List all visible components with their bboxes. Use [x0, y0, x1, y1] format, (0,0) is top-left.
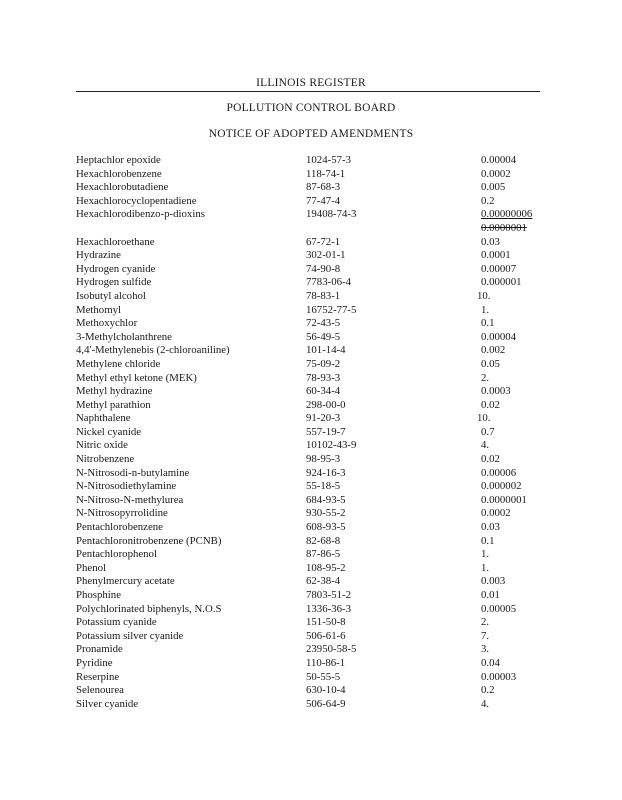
concentration-value: 1. — [481, 548, 490, 561]
constituent-name: Reserpine — [76, 670, 120, 683]
constituent-name: Hydrogen sulfide — [76, 276, 152, 289]
table-row — [0, 344, 622, 358]
table-row — [0, 154, 622, 168]
constituent-name: Methyl hydrazine — [76, 385, 153, 398]
cas-number: 75-09-2 — [306, 357, 341, 370]
constituent-name: Hexachlorobenzene — [76, 167, 162, 180]
cas-number: 62-38-4 — [306, 575, 341, 588]
header-rule — [76, 91, 540, 92]
cas-number: 87-86-5 — [306, 548, 341, 561]
table-row — [0, 249, 622, 263]
cas-number: 110-86-1 — [306, 656, 346, 669]
concentration-value: 0.01 — [481, 589, 500, 601]
cas-number: 10102-43-9 — [306, 439, 357, 452]
concentration-value: 0.0002 — [481, 507, 511, 520]
cas-number: 7783-06-4 — [306, 276, 351, 289]
table-row — [0, 589, 622, 603]
constituent-name: Selenourea — [76, 684, 124, 697]
constituent-name: Pentachlorobenzene — [76, 521, 163, 534]
constituent-name: Pronamide — [76, 643, 123, 656]
cas-number: 60-34-4 — [306, 385, 341, 398]
cas-number: 924-16-3 — [306, 466, 346, 479]
constituent-name: Nitrobenzene — [76, 453, 135, 466]
concentration-value — [481, 208, 532, 235]
cas-number: 101-14-4 — [306, 344, 346, 357]
constituent-name: Potassium cyanide — [76, 616, 157, 629]
concentration-value: 0.03 — [481, 235, 500, 248]
cas-number: 557-19-7 — [306, 425, 346, 438]
constituent-name: N-Nitrosopyrrolidine — [76, 507, 168, 520]
constituent-name: Pyridine — [76, 656, 113, 669]
cas-number: 151-50-8 — [306, 616, 346, 629]
cas-number: 78-83-1 — [306, 289, 341, 302]
concentration-value: 0.05 — [481, 357, 500, 370]
constituent-name: Hexachlorocyclopentadiene — [76, 194, 197, 207]
cas-number: 87-68-3 — [306, 181, 341, 194]
concentration-value: 0.2 — [481, 194, 495, 207]
table-row — [0, 630, 622, 644]
table-row — [0, 562, 622, 576]
concentration-value: 0.0002 — [481, 167, 511, 180]
table-row — [0, 195, 622, 209]
concentration-value: 0.003 — [481, 575, 506, 588]
concentration-value: 0.002 — [481, 344, 506, 357]
table-row — [0, 358, 622, 372]
constituent-name: Isobutyl alcohol — [76, 289, 146, 302]
cas-number: 72-43-5 — [306, 317, 341, 330]
table-row — [0, 535, 622, 549]
table-row — [0, 263, 622, 277]
cas-number: 91-20-3 — [306, 412, 341, 425]
deleted-value: 0.0000001 — [481, 221, 527, 234]
concentration-value: 7. — [481, 629, 490, 642]
concentration-value: 1. — [481, 303, 490, 316]
concentration-value: 0.005 — [481, 181, 506, 194]
concentration-value: 0.00006 — [481, 466, 517, 479]
table-row — [0, 684, 622, 698]
table-row — [0, 168, 622, 182]
cas-number: 930-55-2 — [306, 507, 346, 520]
table-row — [0, 290, 622, 304]
concentration-value: 0.0000001 — [481, 493, 527, 506]
cas-number: 78-93-3 — [306, 371, 341, 384]
table-row — [0, 671, 622, 685]
concentration-value: 0.03 — [481, 521, 500, 534]
table-row — [0, 372, 622, 386]
constituent-name: Nickel cyanide — [76, 425, 142, 438]
constituent-name: Methoxychlor — [76, 317, 138, 330]
table-row — [0, 453, 622, 467]
constituent-name: 3-Methylcholanthrene — [76, 330, 172, 343]
constituent-name: Methylene chloride — [76, 357, 161, 370]
cas-number: 98-95-3 — [306, 453, 341, 466]
table-row — [0, 548, 622, 562]
table-row — [0, 399, 622, 413]
table-row — [0, 426, 622, 440]
constituent-name: Hexachloroethane — [76, 235, 155, 248]
table-row — [0, 439, 622, 453]
concentration-value: 2. — [481, 371, 490, 384]
table-row — [0, 317, 622, 331]
register-title: ILLINOIS REGISTER — [256, 77, 366, 89]
constituent-name: Methomyl — [76, 303, 121, 316]
constituent-name: Potassium silver cyanide — [76, 629, 184, 642]
concentration-value: 0.00004 — [481, 154, 517, 166]
concentration-value: 1. — [481, 561, 490, 574]
cas-number: 630-10-4 — [306, 684, 346, 697]
cas-number: 608-93-5 — [306, 521, 346, 534]
table-row — [0, 480, 622, 494]
concentration-value: 3. — [481, 643, 490, 656]
constituent-table — [0, 154, 622, 711]
table-row — [0, 181, 622, 195]
cas-number: 7803-51-2 — [306, 589, 351, 601]
table-row — [0, 385, 622, 399]
constituent-name: Phenol — [76, 561, 106, 574]
table-row — [0, 412, 622, 426]
cas-number: 55-18-5 — [306, 480, 341, 493]
constituent-name: N-Nitroso-N-methylurea — [76, 493, 184, 506]
concentration-value: 0.00007 — [481, 262, 517, 275]
table-row — [0, 236, 622, 250]
added-value: 0.00000006 — [481, 208, 533, 221]
constituent-name: Heptachlor epoxide — [76, 154, 161, 166]
constituent-name: Hydrogen cyanide — [76, 262, 156, 275]
cas-number: 50-55-5 — [306, 670, 341, 683]
concentration-value: 0.00003 — [481, 670, 517, 683]
table-row — [0, 276, 622, 290]
constituent-name: Methyl parathion — [76, 398, 151, 411]
table-row — [0, 698, 622, 712]
concentration-value: 0.7 — [481, 425, 495, 438]
constituent-name: N-Nitrosodiethylamine — [76, 480, 177, 493]
concentration-value: 0.02 — [481, 453, 500, 466]
constituent-name: Hydrazine — [76, 249, 121, 262]
table-row — [0, 494, 622, 508]
cas-number: 506-64-9 — [306, 697, 346, 710]
table-row — [0, 616, 622, 630]
constituent-name: Pentachloronitrobenzene (PCNB) — [76, 534, 222, 547]
concentration-value: 0.04 — [481, 656, 500, 669]
concentration-value: 0.1 — [481, 317, 495, 330]
table-row — [0, 208, 622, 234]
concentration-value: 2. — [481, 616, 490, 629]
cas-number: 19408-74-3 — [306, 208, 357, 221]
concentration-value: 0.000002 — [481, 480, 522, 493]
cas-number: 16752-77-5 — [306, 303, 357, 316]
concentration-value: 4. — [481, 697, 490, 710]
cas-number: 684-93-5 — [306, 493, 346, 506]
concentration-value: 0.0003 — [481, 385, 511, 398]
constituent-name: Silver cyanide — [76, 697, 139, 710]
constituent-name: Polychlorinated biphenyls, N.O.S — [76, 602, 222, 615]
cas-number: 108-95-2 — [306, 561, 346, 574]
constituent-name: Naphthalene — [76, 412, 131, 425]
cas-number: 67-72-1 — [306, 235, 341, 248]
concentration-value: 0.00004 — [481, 330, 517, 343]
notice-title: NOTICE OF ADOPTED AMENDMENTS — [208, 128, 414, 140]
cas-number: 77-47-4 — [306, 194, 341, 207]
concentration-value: 0.2 — [481, 684, 495, 697]
constituent-name: Hexachlorobutadiene — [76, 181, 169, 194]
cas-number: 118-74-1 — [306, 167, 346, 180]
table-row — [0, 507, 622, 521]
concentration-value: 0.02 — [481, 398, 500, 411]
table-row — [0, 603, 622, 617]
constituent-name: N-Nitrosodi-n-butylamine — [76, 466, 190, 479]
table-row — [0, 643, 622, 657]
concentration-value: 4. — [481, 439, 490, 452]
constituent-name: Pentachlorophenol — [76, 548, 157, 561]
concentration-value: 0.000001 — [481, 276, 522, 289]
concentration-value: 0.1 — [481, 534, 495, 547]
table-row — [0, 575, 622, 589]
cas-number: 23950-58-5 — [306, 643, 357, 656]
cas-number: 1024-57-3 — [306, 154, 351, 166]
concentration-value: 0.00005 — [481, 602, 517, 615]
board-title: POLLUTION CONTROL BOARD — [226, 102, 396, 114]
concentration-value: 10. — [477, 289, 491, 302]
table-row — [0, 657, 622, 671]
cas-number: 506-61-6 — [306, 629, 346, 642]
concentration-value: 0.0001 — [481, 249, 511, 262]
constituent-name: Hexachlorodibenzo-p-dioxins — [76, 208, 205, 221]
table-row — [0, 521, 622, 535]
cas-number: 1336-36-3 — [306, 602, 351, 615]
cas-number: 82-68-8 — [306, 534, 341, 547]
cas-number: 74-90-8 — [306, 262, 341, 275]
concentration-value: 10. — [477, 412, 491, 425]
constituent-name: Methyl ethyl ketone (MEK) — [76, 371, 197, 384]
constituent-name: Phosphine — [76, 589, 121, 601]
constituent-name: Nitric oxide — [76, 439, 128, 452]
cas-number: 298-00-0 — [306, 398, 346, 411]
table-row — [0, 331, 622, 345]
table-row — [0, 304, 622, 318]
constituent-name: Phenylmercury acetate — [76, 575, 175, 588]
constituent-name: 4,4'-Methylenebis (2-chloroaniline) — [76, 344, 230, 357]
table-row — [0, 467, 622, 481]
cas-number: 302-01-1 — [306, 249, 346, 262]
cas-number: 56-49-5 — [306, 330, 341, 343]
